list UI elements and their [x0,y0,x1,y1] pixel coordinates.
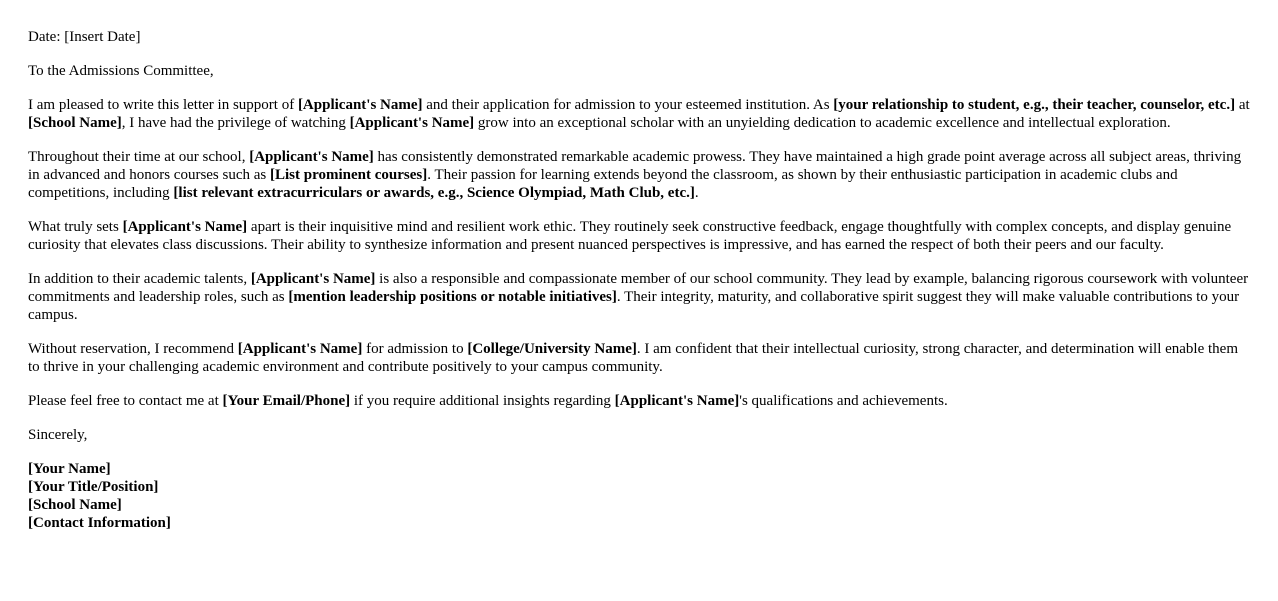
paragraph-text: 's qualifications and achievements. [739,393,948,409]
placeholder-applicant-name: [Applicant's Name] [249,149,374,165]
paragraph-text: has consistently demonstrated remarkable academic prowess. They have maintained a high grade point average across all subject areas, thriving in advanced and honors courses such as [28,149,1242,183]
paragraph-text: What truly sets [28,219,123,235]
placeholder-email-phone: [Your Email/Phone] [222,393,351,409]
letter-date: Date: [Insert Date] [28,29,141,45]
paragraph-text: . I am confident that their intellectual curiosity, strong character, and determination will enable them to thrive in your challenging academic environment and contribute positively to your campus community. [28,341,1239,375]
letter-body [28,28,1253,532]
placeholder-applicant-name: [Applicant's Name] [122,219,248,235]
paragraph-text: . [694,185,699,201]
paragraph-text: at [1235,97,1250,113]
paragraph-text: I am pleased to write this letter in support of [28,97,298,113]
placeholder-college-name: [College/University Name] [467,341,637,357]
paragraph-text: , I have had the privilege of watching [121,115,350,131]
paragraph-recommendation [28,340,1253,376]
paragraph-text: grow into an exceptional scholar with an unyielding dedication to academic excellence and intellectual exploration. [474,115,1171,131]
paragraph-text: . Their passion for learning extends beyond the classroom, as shown by their enthusiastic participation in academic clubs and competitions, including [28,167,1178,201]
placeholder-applicant-name: [Applicant's Name] [237,341,363,357]
paragraph-text: apart is their inquisitive mind and resilient work ethic. They routinely seek constructive feedback, engage thoughtfully with complex concepts, and display genuine curiosity that elevates class discussions. Their ability to synthesize information and present nuanced perspectives is impressive, and has earned the respect of both their peers and our faculty. [28,219,1232,253]
paragraph-contact [28,392,1253,410]
signature-school: [School Name] [28,497,122,513]
paragraph-text: and their application for admission to your esteemed institution. As [422,97,834,113]
placeholder-leadership: [mention leadership positions or notable initiatives] [288,289,617,305]
paragraph-introduction [28,96,1253,132]
placeholder-extracurriculars: [list relevant extracurriculars or awards, e.g., Science Olympiad, Math Club, etc.] [173,185,695,201]
placeholder-applicant-name: [Applicant's Name] [614,393,740,409]
placeholder-relationship: [your relationship to student, e.g., their teacher, counselor, etc.] [833,97,1236,113]
placeholder-applicant-name: [Applicant's Name] [250,271,376,287]
placeholder-applicant-name: [Applicant's Name] [349,115,475,131]
signature-title: [Your Title/Position] [28,479,159,495]
paragraph-text: Please feel free to contact me at [28,393,223,409]
letter-salutation: To the Admissions Committee, [28,63,214,79]
paragraph-community [28,270,1253,324]
signature-name: [Your Name] [28,461,111,477]
paragraph-text: if you require additional insights regarding [350,393,615,409]
letter-closing: Sincerely, [28,427,88,443]
paragraph-text: for admission to [362,341,468,357]
paragraph-character [28,218,1253,254]
paragraph-text: . Their integrity, maturity, and collaborative spirit suggest they will make valuable contributions to your campus. [28,289,1240,323]
paragraph-text: Without reservation, I recommend [28,341,238,357]
paragraph-text: In addition to their academic talents, [28,271,251,287]
placeholder-school-name: [School Name] [28,115,122,131]
placeholder-courses: [List prominent courses] [270,167,428,183]
paragraph-text: is also a responsible and compassionate member of our school community. They lead by example, balancing rigorous coursework with volunteer commitments and leadership roles, such as [28,271,1249,305]
paragraph-text: Throughout their time at our school, [28,149,250,165]
placeholder-applicant-name: [Applicant's Name] [297,97,423,113]
signature-block [28,460,1253,532]
signature-contact: [Contact Information] [28,515,171,531]
paragraph-academics [28,148,1253,202]
